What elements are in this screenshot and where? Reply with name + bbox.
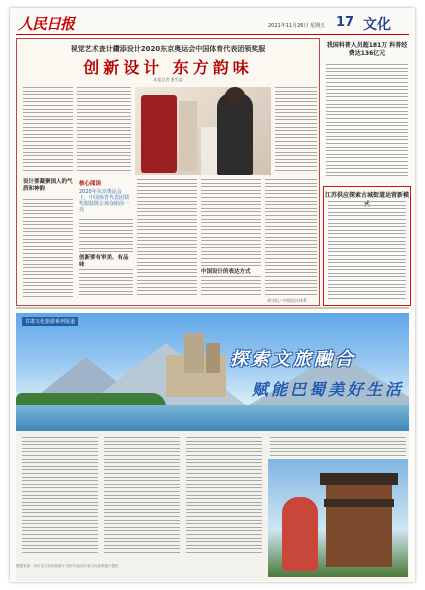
drum-tower-photo [268, 459, 408, 577]
lead-col-4b-text [201, 179, 261, 303]
highlighted-article-text [328, 201, 406, 303]
series-tag: 甘肃文化旅游系列报道 [22, 317, 78, 326]
masthead [16, 12, 409, 35]
tourism-col-1-text [22, 437, 98, 563]
tourism-col-2-text [104, 437, 180, 563]
lead-col-3b-text [137, 179, 197, 303]
tourism-banner-image [16, 313, 409, 431]
highlighted-article-headline: 江苏供应探索古城街道运营新模 [324, 192, 409, 199]
tourism-title-line-2: 赋能巴蜀美好生活 [252, 380, 405, 399]
lead-col-5b-text [265, 179, 317, 303]
lead-col-2-text [77, 87, 131, 173]
castle-illustration [166, 333, 236, 397]
second-subhead: 中国设计的表达方式 [201, 269, 261, 276]
tourism-col-3-text [186, 437, 262, 563]
lead-col-1b-text [23, 199, 73, 303]
lead-col-1-text [23, 87, 73, 173]
lead-kicker: 视觉艺术查计鑽添设计2020东京奥运会中国体育代表团领奖服 [70, 45, 266, 53]
page-number: 17 [336, 15, 355, 30]
section-divider [16, 307, 409, 309]
lead-byline: 本报记者 曹雪盈 [153, 77, 183, 82]
date-line: 2021年11月26日 星期五 [268, 23, 326, 29]
highlighted-article[interactable] [323, 186, 411, 306]
lead-article[interactable] [16, 38, 320, 306]
lead-col-3-text [275, 87, 317, 173]
lower-subhead: 创新要有审美、有品味 [79, 255, 133, 269]
right-article-headline[interactable]: 我国科普人员超181万 科普经费达136亿元 [326, 42, 408, 57]
tourism-col-4-text [270, 437, 406, 457]
tourism-feature[interactable] [16, 313, 409, 581]
left-subhead: 设计要凝聚国人的气质和神韵 [23, 179, 73, 192]
section-name: 文化 [363, 17, 391, 33]
core-reading-quote: 2020年东京奥运会上，中国体育代表团领奖服装既让观众眼前一亮 [79, 189, 130, 213]
lead-headline: 创新设计 东方韵味 [83, 58, 253, 77]
designer-photo [135, 87, 271, 175]
newspaper-logo: 人民日报 [18, 15, 75, 33]
lead-caption: 刘守恒／中国设计体系 [267, 298, 307, 303]
tourism-title-line-1: 探索文旅融合 [230, 349, 356, 370]
right-article-text [326, 64, 408, 182]
newspaper-page [10, 8, 415, 582]
core-reading-label: 核心阅读 [79, 181, 102, 187]
tourism-footer: 数据来源：四川省文化和旅游厅 图片均由四川省文化和旅游厅提供 [16, 564, 119, 568]
